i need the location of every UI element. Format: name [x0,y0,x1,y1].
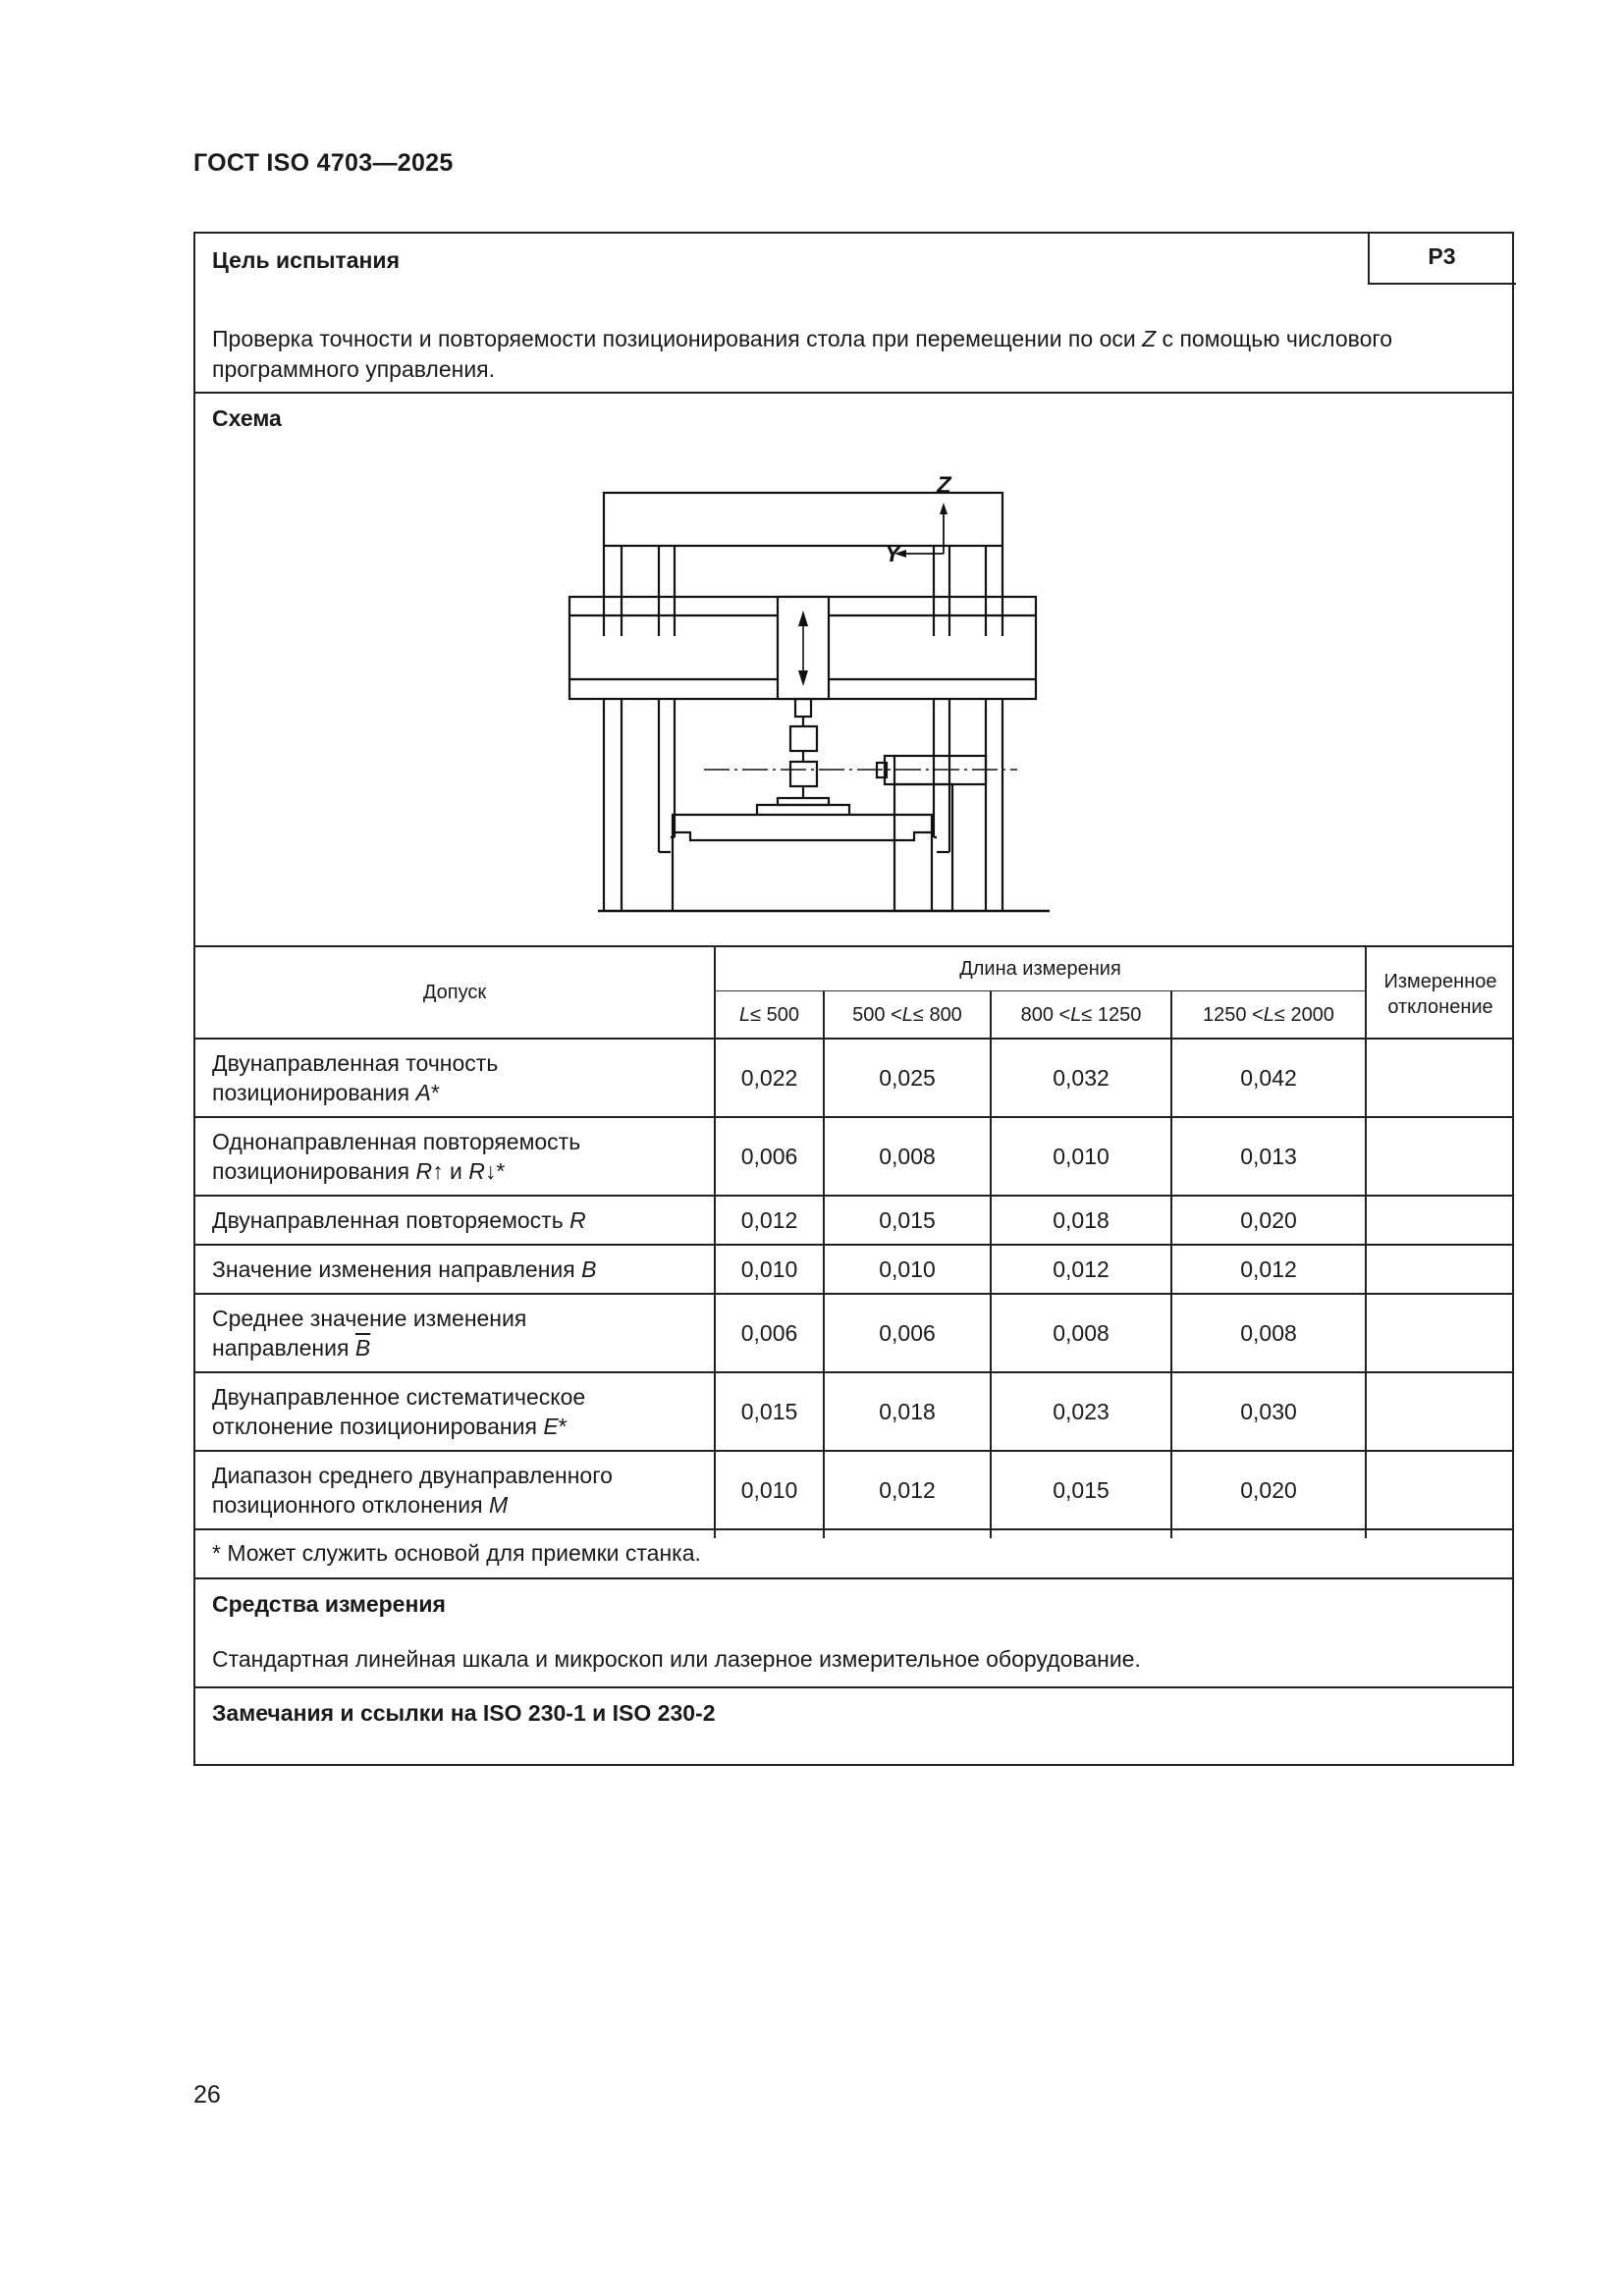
table-cell: 0,015 [879,1206,936,1233]
optic-lower [790,762,817,786]
purpose-text-prefix: Проверка точности и повторяемости позиционирования стола при перемещении по оси [212,326,1143,351]
table-cell: 0,012 [740,1206,798,1233]
table-cell: 0,006 [740,1143,798,1169]
table-cell: 0,010 [740,1476,798,1503]
table-cell: 0,032 [1053,1064,1110,1091]
document-header: ГОСТ ISO 4703—2025 [193,149,454,177]
purpose-label: Цель испытания [212,247,400,273]
table-cell: 0,006 [740,1319,798,1346]
table-row-label: Значение изменения направления B [212,1256,597,1282]
test-sheet [193,232,1514,1766]
range-header-1: L ≤ 500 [738,1004,800,1026]
table-row-label: Двунаправленная точность позиционирования A* [212,1050,499,1105]
purpose-text [212,324,1498,385]
notes-label: Замечания и ссылки на ISO 230-1 и ISO 230-2 [212,1700,716,1726]
measured-cell[interactable] [1367,1118,1512,1195]
table-cell: 0,015 [1053,1476,1110,1503]
table-cell: 0,010 [879,1255,936,1282]
purpose-text-suffix: с помощью числового программного управления. [212,326,1393,382]
instruments-label: Средства измерения [212,1591,446,1617]
table-cell: 0,012 [1240,1255,1297,1282]
measured-cell[interactable] [1367,1452,1512,1528]
table-cell: 0,008 [1240,1319,1297,1346]
table-cell: 0,042 [1240,1064,1297,1091]
table-cell: 0,020 [1240,1476,1297,1503]
table-row-label: Среднее значение изменения направления $\overline{B}$ [212,1306,527,1361]
table-cell: 0,030 [1240,1398,1297,1424]
tolerance-header: Допуск [422,982,487,1003]
table-row-label: Двунаправленная повторяемость R [212,1207,586,1233]
divider-instruments [195,1686,1512,1688]
table-cell: 0,008 [879,1143,936,1169]
table-cell: 0,020 [1240,1206,1297,1233]
table-cell: 0,022 [740,1064,798,1091]
table-cell: 0,012 [879,1476,936,1503]
spindle-nose [795,699,811,717]
table-cell: 0,018 [879,1398,936,1424]
optic-upper [790,726,817,751]
instruments-text: Стандартная линейная шкала и микроскоп или лазерное измерительное оборудование. [212,1646,1141,1672]
measured-cell[interactable] [1367,1295,1512,1371]
table-bottom [195,1528,1512,1530]
top-beam [604,493,1002,546]
table-cell: 0,006 [879,1319,936,1346]
table-cell: 0,008 [1053,1319,1110,1346]
table-cell: 0,025 [879,1064,936,1091]
measured-cell[interactable] [1367,1373,1512,1450]
code-bottom-line [1368,283,1516,285]
test-code: P3 [1428,243,1456,269]
measured-cell[interactable] [1367,1197,1512,1244]
table-cell: 0,012 [1053,1255,1110,1282]
table-cell: 0,023 [1053,1398,1110,1424]
axis-z-label: Z [937,472,951,499]
table-cell: 0,015 [740,1398,798,1424]
axis-y-label: Y [885,541,901,567]
range-header-2: 500 < L ≤ 800 [852,1004,962,1026]
table-cell: 0,010 [1053,1143,1110,1169]
measured-cell[interactable] [1367,1040,1512,1116]
page-number: 26 [193,2081,221,2109]
table-footnote: * Может служить основой для приемки станка. [212,1540,701,1566]
measured-header [1367,955,1514,1034]
table-row-label: Однонаправленная повторяемость позиционирования R↑ и R↓* [212,1129,581,1184]
schema-diagram [539,469,1069,921]
table-row-label: Диапазон среднего двунаправленного позиционного отклонения M [212,1463,613,1518]
divider-purpose [195,392,1512,394]
table-cell: 0,018 [1053,1206,1110,1233]
table-cell: 0,010 [740,1255,798,1282]
measured-header-line1: Измеренное [1383,971,1497,992]
length-header-line [714,990,1365,991]
divider-footnote [195,1577,1512,1579]
range-header-3: 800 < L ≤ 1250 [1020,1004,1142,1026]
table-cell: 0,013 [1240,1143,1297,1169]
schema-label: Схема [212,405,282,431]
measured-cell[interactable] [1367,1246,1512,1293]
length-header: Длина измерения [959,958,1121,980]
table-row-label: Двунаправленное систематическое отклонение позиционирования E* [212,1384,586,1439]
laser-stand [894,784,952,911]
range-header-4: 1250 < L ≤ 2000 [1203,1004,1334,1026]
measured-header-line2: отклонение [1387,996,1493,1018]
purpose-axis: Z [1142,326,1157,351]
